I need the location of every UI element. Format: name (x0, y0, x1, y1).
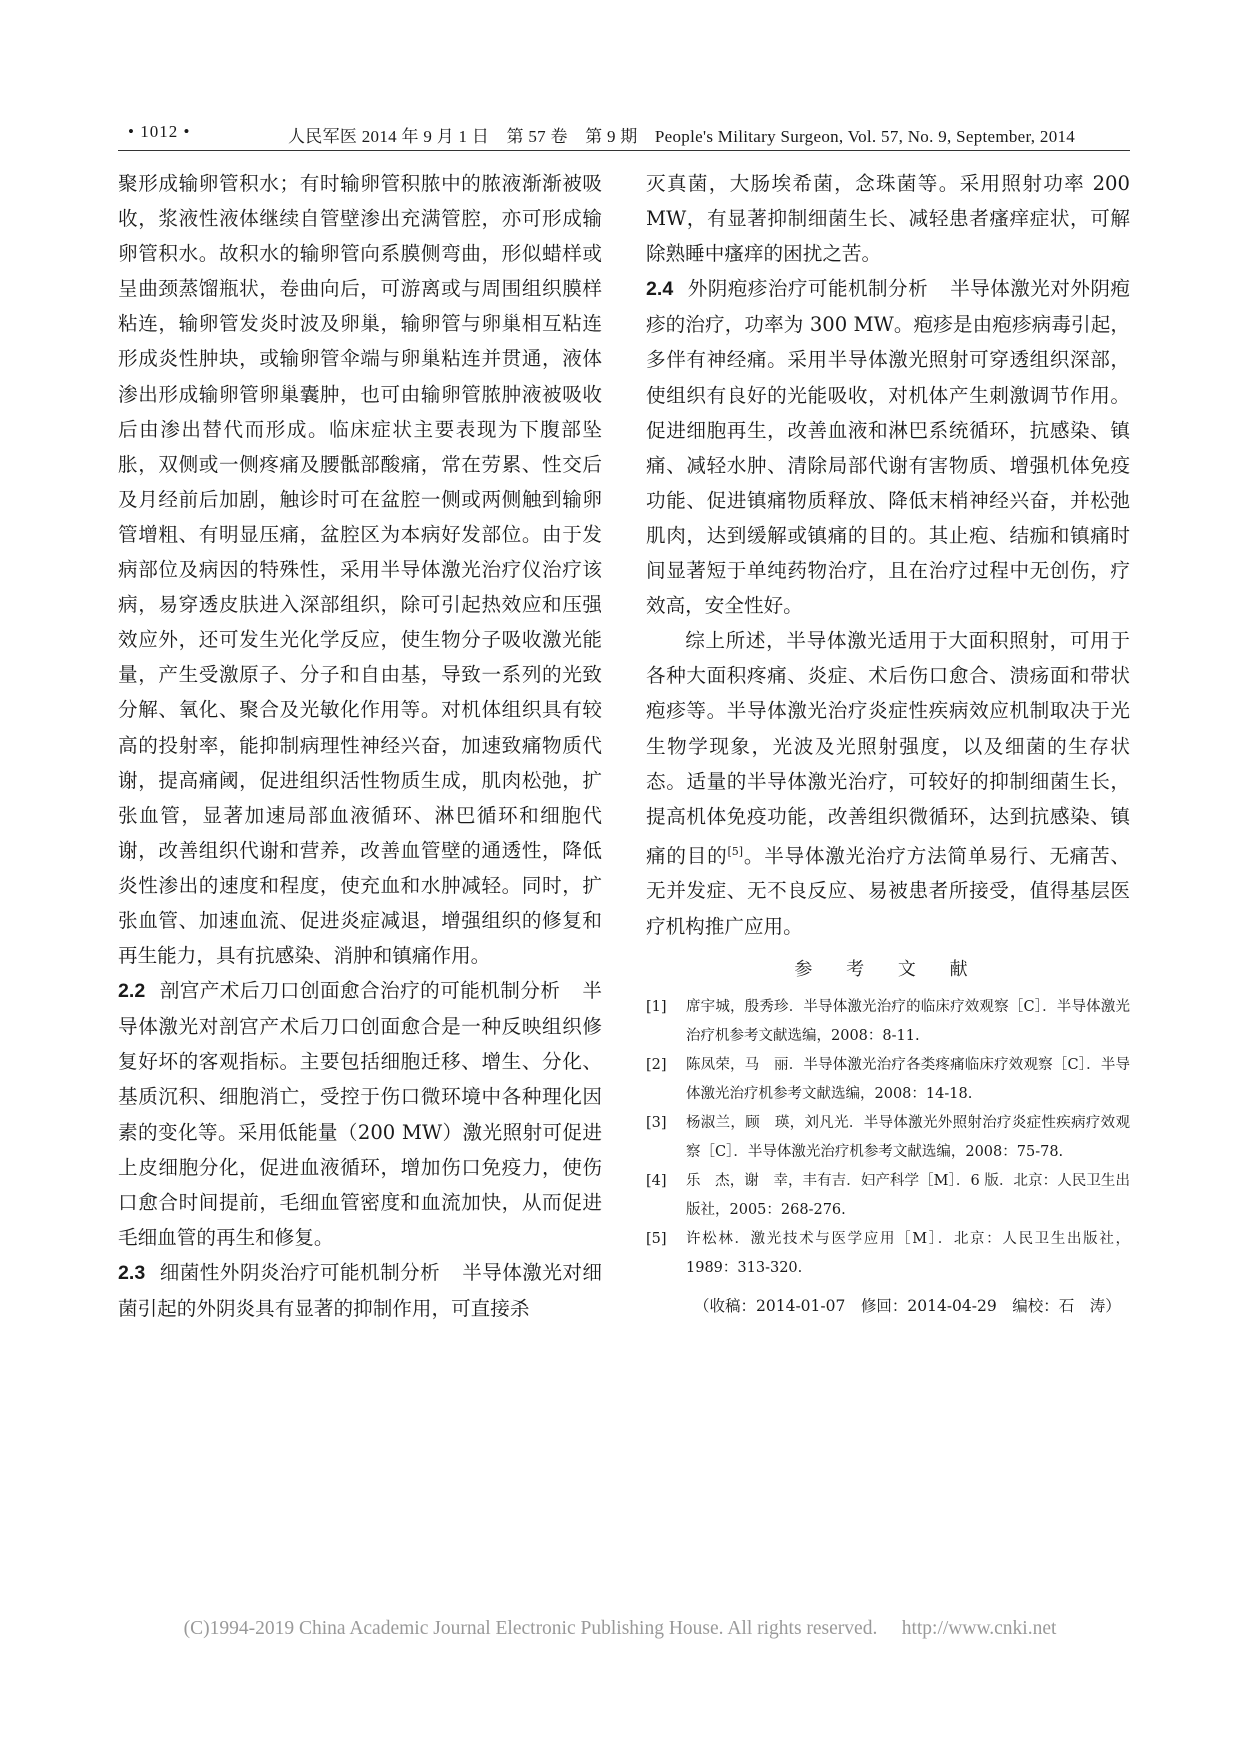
citation-marker: [5] (727, 844, 744, 858)
references-heading: 参 考 文 献 (794, 958, 982, 980)
reference-text: 乐 杰，谢 幸，丰有吉．妇产科学［M］．6 版．北京：人民卫生出版社，2005：268-276. (686, 1172, 1130, 1218)
reference-text: 席宇城，殷秀珍．半导体激光治疗的临床疗效观察［C］．半导体激光治疗机参考文献选编，2008：8-11. (686, 998, 1130, 1044)
paragraph-continued: 聚形成输卵管积水；有时输卵管积脓中的脓液渐渐被吸收，浆液性液体继续自管壁渗出充满管腔，亦可形成输卵管积水。故积水的输卵管向系膜侧弯曲，形似蜡样或呈曲颈蒸馏瓶状，卷曲向后，可游离或与周围组织膜样粘连，输卵管发炎时波及卵巢，输卵管与卵巢相互粘连形成炎性肿块，或输卵管伞端与卵巢粘连并贯通，液体渗出形成输卵管卵巢囊肿，也可由输卵管脓肿液被吸收后由渗出替代而形成。临床症状主要表现为下腹部坠胀，双侧或一侧疼痛及腰骶部酸痛，常在劳累、性交后及月经前后加剧，触诊时可在盆腔一侧或两侧触到输卵管增粗、有明显压痛，盆腔区为本病好发部位。由于发病部位及病因的特殊性，采用半导体激光治疗仪治疗该病，易穿透皮肤进入深部组织，除可引起热效应和压强效应外，还可发生光化学反应，使生物分子吸收激光能量，产生受激原子、分子和自由基，导致一系列的光致分解、氧化、聚合及光敏化作用等。对机体组织具有较高的投射率，能抑制病理性神经兴奋，加速致痛物质代谢，提高痛阈，促进组织活性物质生成，肌肉松弛，扩张血管，显著加速局部血液循环、淋巴循环和细胞代谢，改善组织代谢和营养，改善血管壁的通透性，降低炎性渗出的速度和程度，使充血和水肿减轻。同时，扩张血管、加速血流、促进炎症减退，增强组织的修复和再生能力，具有抗感染、消肿和镇痛作用。 (118, 172, 602, 968)
reference-number: [2] (646, 1056, 667, 1073)
reference-text: 许松林．激光技术与医学应用［M］．北京：人民卫生出版社，1989：313-320. (686, 1230, 1130, 1276)
reference-number: [4] (646, 1172, 667, 1189)
reference-item (646, 1225, 1130, 1283)
section-2-3 (118, 1255, 602, 1326)
reference-item (646, 993, 1130, 1051)
submission-dates: （收稿：2014-01-07 修回：2014-04-29 编校：石 涛） (694, 1296, 1121, 1315)
section-body: 半导体激光对外阴疱疹的治疗，功率为 300 MW。疱疹是由疱疹病毒引起，多伴有神经痛。采用半导体激光照射可穿透组织深部，使组织有良好的光能吸收，对机体产生刺激调节作用。促进细胞再生，改善血液和淋巴系统循环，抗感染、镇痛、减轻水肿、清除局部代谢有害物质、增强机体免疫功能、促进镇痛物质释放、降低末梢神经兴奋，并松弛肌肉，达到缓解或镇痛的目的。其止疱、结痂和镇痛时间显著短于单纯药物治疗，且在治疗过程中无创伤，疗效高，安全性好。 (646, 277, 1131, 618)
reference-number: [1] (646, 998, 667, 1015)
section-title: 外阴疱疹治疗可能机制分析 (687, 277, 929, 301)
references-list (646, 993, 1130, 1283)
conclusion-paragraph (646, 623, 1130, 943)
journal-info: 人民军医 2014 年 9 月 1 日 第 57 卷 第 9 期 People's Military Surgeon, Vol. 57, No. 9, September, 2014 (288, 127, 1076, 146)
left-column (118, 166, 602, 1326)
section-2-2 (118, 973, 602, 1255)
copyright-footer: (C)1994-2019 China Academic Journal Electronic Publishing House. All rights reserved. http://www.cnki.net (183, 1618, 1057, 1639)
reference-text: 杨淑兰，顾 瑛，刘凡光．半导体激光外照射治疗炎症性疾病疗效观察［C］．半导体激光治疗机参考文献选编，2008：75-78. (686, 1114, 1130, 1160)
running-header (118, 116, 1130, 151)
reference-number: [5] (646, 1230, 667, 1247)
reference-item (646, 1109, 1130, 1167)
conclusion-text: 综上所述，半导体激光适用于大面积照射，可用于各种大面积疼痛、炎症、术后伤口愈合、溃疡面和带状疱疹等。半导体激光治疗炎症性疾病效应机制取决于光生物学现象，光波及光照射强度，以及细菌的生存状态。适量的半导体激光治疗，可较好的抑制细菌生长，提高机体免疫功能，改善组织微循环，达到抗感染、镇痛的目的 (646, 629, 1130, 868)
reference-number: [3] (646, 1114, 667, 1131)
page-number: • 1012 • (128, 122, 191, 141)
section-number: 2.2 (118, 980, 146, 1003)
section-body: 半导体激光对剖宫产术后刀口创面愈合是一种反映组织修复好坏的客观指标。主要包括细胞迁移、增生、分化、基质沉积、细胞消亡，受控于伤口微环境中各种理化因素的变化等。采用低能量（200 MW）激光照射可促进上皮细胞分化，促进血液循环，增加伤口免疫力，使伤口愈合时间提前，毛细血管密度和血流加快，从而促进毛细血管的再生和修复。 (118, 979, 602, 1249)
reference-item (646, 1167, 1130, 1225)
conclusion-text-end: 。半导体激光治疗方法简单易行、无痛苦、无并发症、无不良反应、易被患者所接受，值得基层医疗机构推广应用。 (646, 844, 1131, 938)
section-number: 2.3 (118, 1261, 146, 1284)
section-body: 半导体激光对细菌引起的外阴炎具有显著的抑制作用，可直接杀 (118, 1260, 603, 1320)
section-title: 剖宫产术后刀口创面愈合治疗的可能机制分析 (159, 979, 561, 1003)
section-2-4 (646, 271, 1130, 623)
section-number: 2.4 (646, 278, 674, 301)
right-column (646, 166, 1130, 1324)
paragraph-continued: 灭真菌，大肠埃希菌，念珠菌等。采用照射功率 200 MW，有显著抑制细菌生长、减轻患者瘙痒症状，可解除熟睡中瘙痒的困扰之苦。 (646, 172, 1130, 266)
reference-item (646, 1051, 1130, 1109)
reference-text: 陈凤荣，马 丽．半导体激光治疗各类疼痛临床疗效观察［C］．半导体激光治疗机参考文献选编，2008：14-18. (686, 1056, 1130, 1102)
section-title: 细菌性外阴炎治疗可能机制分析 (159, 1260, 441, 1284)
